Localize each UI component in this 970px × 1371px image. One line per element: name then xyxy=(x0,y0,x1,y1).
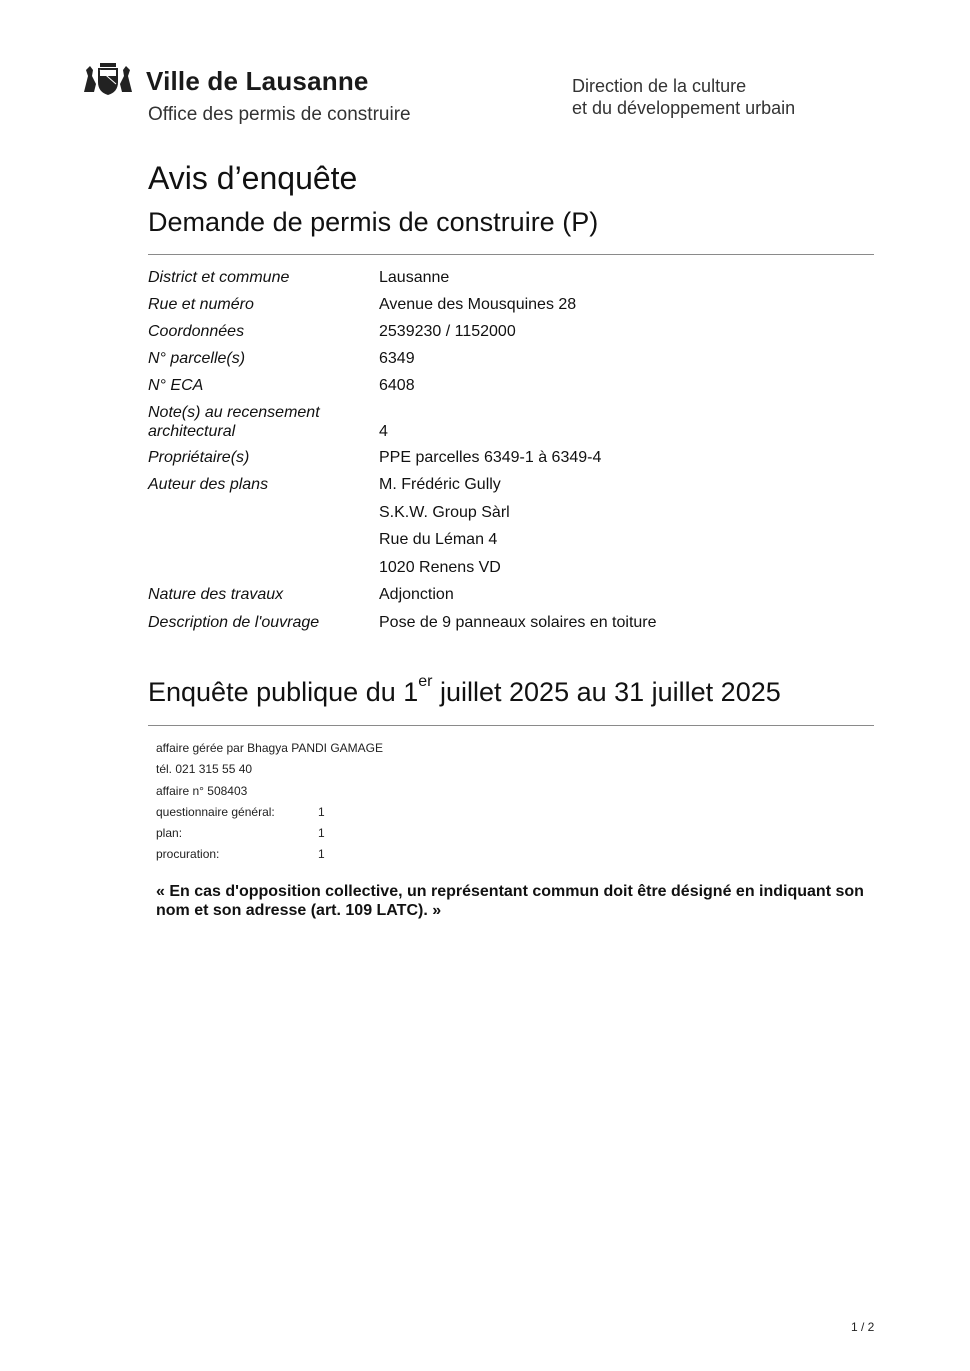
field-value: 1020 Renens VD xyxy=(379,558,501,576)
field-value: PPE parcelles 6349-1 à 6349-4 xyxy=(379,449,602,466)
direction-block xyxy=(572,75,872,119)
field-label xyxy=(148,403,368,441)
info-row xyxy=(148,295,874,322)
enquete-superscript: er xyxy=(418,673,433,690)
field-label: Description de l'ouvrage xyxy=(148,613,320,631)
info-row xyxy=(148,530,874,558)
page-number: 1 / 2 xyxy=(851,1320,875,1334)
field-label: Propriétaire(s) xyxy=(148,449,250,466)
info-table xyxy=(148,268,874,640)
phone: tél. 021 315 55 40 xyxy=(156,762,253,777)
lausanne-crest-icon xyxy=(80,62,136,96)
field-label: Auteur des plans xyxy=(148,476,269,493)
divider xyxy=(148,725,874,726)
document-title: Avis d’enquête xyxy=(148,160,358,196)
field-label: N° parcelle(s) xyxy=(148,350,246,367)
direction-line-2: et du développement urbain xyxy=(572,98,796,118)
attachment-label: questionnaire général: xyxy=(156,804,275,819)
field-value: Lausanne xyxy=(379,269,450,286)
info-row xyxy=(148,376,874,403)
field-value: Pose de 9 panneaux solaires en toiture xyxy=(379,613,657,631)
field-value: M. Frédéric Gully xyxy=(379,476,501,493)
field-label: N° ECA xyxy=(148,377,204,394)
info-row xyxy=(148,268,874,295)
divider xyxy=(148,254,874,255)
info-row xyxy=(148,503,874,531)
field-label: Coordonnées xyxy=(148,323,245,340)
info-row xyxy=(148,322,874,349)
field-value: Rue du Léman 4 xyxy=(379,531,498,548)
field-label-line-1: Note(s) au recensement xyxy=(148,404,320,421)
attachment-label: plan: xyxy=(156,826,183,841)
info-row xyxy=(148,558,874,586)
field-label: Rue et numéro xyxy=(148,296,254,313)
field-value: Avenue des Mousquines 28 xyxy=(379,296,577,313)
attachment-row xyxy=(156,804,383,825)
document-subtitle: Demande de permis de construire (P) xyxy=(148,207,599,237)
field-label: District et commune xyxy=(148,269,290,286)
org-name: Ville de Lausanne xyxy=(146,66,369,96)
direction-line-1: Direction de la culture xyxy=(572,76,747,96)
attachment-row xyxy=(156,846,383,867)
field-value: 4 xyxy=(379,423,388,440)
attachment-row xyxy=(156,825,383,846)
info-row xyxy=(148,585,874,613)
contact-block xyxy=(156,740,383,868)
field-label-line-2: architectural xyxy=(148,423,236,440)
field-value: 6349 xyxy=(379,350,415,367)
info-row xyxy=(148,475,874,503)
attachment-count: 1 xyxy=(318,826,325,841)
field-value: S.K.W. Group Sàrl xyxy=(379,503,510,521)
case-number: affaire n° 508403 xyxy=(156,783,248,798)
attachment-count: 1 xyxy=(318,847,325,862)
enquete-title xyxy=(148,673,781,708)
field-value: 6408 xyxy=(379,377,415,394)
attachment-count: 1 xyxy=(318,804,325,819)
info-row xyxy=(148,613,874,640)
enquete-suffix: juillet 2025 au 31 juillet 2025 xyxy=(432,677,781,707)
field-value: Adjonction xyxy=(379,586,454,603)
attachment-label: procuration: xyxy=(156,847,220,862)
enquete-prefix: Enquête publique du 1 xyxy=(148,677,419,707)
info-row xyxy=(148,448,874,475)
field-value: 2539230 / 1152000 xyxy=(379,323,516,340)
info-row xyxy=(148,403,874,448)
office-name: Office des permis de construire xyxy=(148,104,411,125)
legal-notice: « En cas d'opposition collective, un représentant commun doit être désigné en indiquant son nom et son adresse (art. 109 LATC). » xyxy=(156,883,864,919)
info-row xyxy=(148,349,874,376)
field-label: Nature des travaux xyxy=(148,586,284,603)
managed-by: affaire gérée par Bhagya PANDI GAMAGE xyxy=(156,741,383,755)
